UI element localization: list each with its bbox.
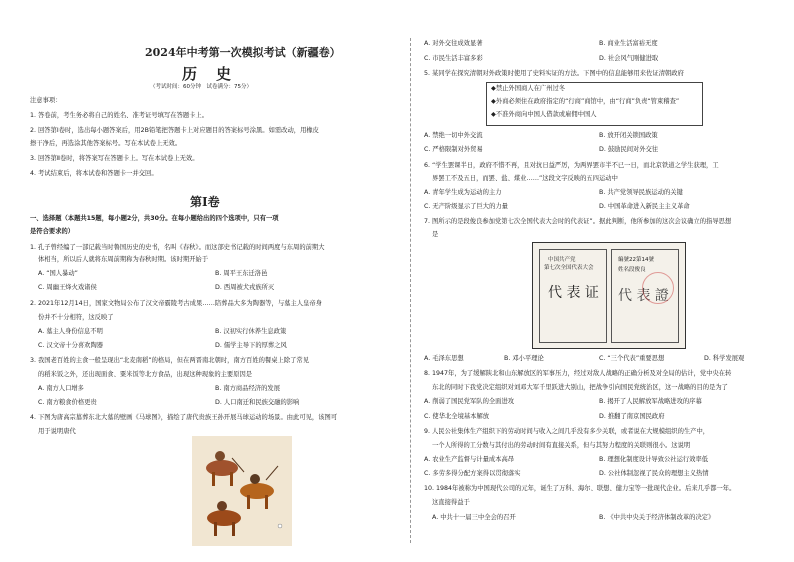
q5-option-c: C. 严格限制对外贸易 xyxy=(424,146,483,153)
q6-option-b: B. 共产党领导民族运动的关键 xyxy=(599,189,683,196)
card-right-panel xyxy=(611,249,679,343)
q4-option-b: B. 商业生活富裕无度 xyxy=(599,40,658,47)
q9-option-b: B. 理想化制度设计导致公社运行效率低 xyxy=(599,456,709,463)
question-7-stem: 是 xyxy=(432,231,439,238)
q5-source-box xyxy=(486,82,703,126)
card-left-big: 代 表 证 xyxy=(548,285,599,301)
q5-source-line: ◆不准外商向中国人借款或雇佣中国人 xyxy=(491,111,597,118)
card-right-line: 姓名段俊良 xyxy=(618,267,646,273)
question-6-stem: 界罢工不及五日，而罢、盐、煤业……”这段文字反映的五四运动中 xyxy=(432,175,618,182)
q5-option-d: D. 鼓励民间对外交往 xyxy=(599,146,659,153)
q1-option-d: D. 西周被犬戎族所灭 xyxy=(215,284,275,291)
q7-option-d: D. 科学发展观 xyxy=(704,355,745,362)
question-4-stem: 用于说明唐代 xyxy=(38,428,76,435)
note-item: 4. 考试结束后，将本试卷和答题卡一并交回。 xyxy=(30,170,158,177)
q4-option-a: A. 对外交往成效显著 xyxy=(424,40,483,47)
q3-option-b: B. 南方商品经济的发展 xyxy=(215,385,280,392)
q8-option-a: A. 削弱了国民党军队的全面进攻 xyxy=(424,398,515,405)
q1-option-c: C. 周幽王烽火戏诸侯 xyxy=(38,284,97,291)
note-item: 擦干净后，再选涂其他答案标号。写在本试卷上无效。 xyxy=(30,140,182,147)
question-3-stem: 3. 我国老百姓的主食一般呈现出“北麦南稻”的格局，但在两晋南北朝时，南方百姓的餐桌上除了常见 xyxy=(30,357,310,364)
question-9-stem: 一个人所得的工分数与其付出的劳动时间有直接关系，但与其努力程度的关联则很小。这说明 xyxy=(432,442,691,449)
card-left-panel xyxy=(539,249,607,343)
section-title: 第Ⅰ卷 xyxy=(190,195,220,209)
question-8-stem: 8. 1947年，为了缓解陕北和山东解放区的军事压力，经过对敌人战略的正确分析及对全局的估计，党中央在转 xyxy=(424,370,732,377)
column-divider xyxy=(410,38,411,543)
card-right-big: 代 表 證 xyxy=(618,288,669,304)
q2-option-d: D. 儒学主导下的厚葬之风 xyxy=(215,342,287,349)
question-10-stem: 10. 1984年被称为中国现代公司的元年，诞生了万科、海尔、联想、健力宝等一批现代企业。后来几乎都一年。 xyxy=(424,485,736,492)
notes-heading: 注意事项： xyxy=(30,97,62,104)
card-left-line: 中国共产党 xyxy=(548,257,576,263)
q2-option-a: A. 墓主人身份信息不明 xyxy=(38,328,103,335)
q2-option-c: C. 汉文帝十分喜欢陶器 xyxy=(38,342,104,349)
seal-stamp xyxy=(642,272,674,304)
question-3-stem: 的稻米饭之外，还出现面食、粟米饭等北方食品，出现这种现象的主要原因是 xyxy=(38,371,253,378)
q10-option-b: B. 《中共中央关于经济体制改革的决定》 xyxy=(599,514,715,521)
q9-option-d: D. 公社体制忽视了民众的理想主义热情 xyxy=(599,470,709,477)
q9-option-a: A. 农业生产监督与计量成本高昂 xyxy=(424,456,515,463)
q5-source-line: ◆禁止外国商人在广州过冬 xyxy=(491,85,566,92)
q7-option-b: B. 邓小平理论 xyxy=(504,355,544,362)
q8-option-b: B. 揭开了人民解放军战略进攻的序幕 xyxy=(599,398,702,405)
q5-option-b: B. 放开闭关锁国政策 xyxy=(599,132,658,139)
q6-option-d: D. 中国革命进入新民主主义革命 xyxy=(599,203,690,210)
q2-option-b: B. 汉初实行休养生息政策 xyxy=(215,328,287,335)
note-item: 2. 回答第Ⅰ卷时，选出每小题答案后，用2B铅笔把答题卡上对应题目的答案标号涂黑。如需改动，用橡皮 xyxy=(30,127,319,134)
q8-option-c: C. 使华北全境基本解放 xyxy=(424,413,490,420)
q3-option-d: D. 人口南迁和民族交融的影响 xyxy=(215,399,300,406)
question-7-stem: 7. 图所示的是段俊良参加党第七次全国代表大会时的代表证”。据此判断，他所参加的这次会议确立的指导思想 xyxy=(424,218,732,225)
subject-title: 历 史 xyxy=(182,65,234,83)
question-1-stem: 体相当，所以后人就将东周前期称为春秋时期。该时期开始于 xyxy=(38,256,209,263)
section-instructions: 是符合要求的） xyxy=(30,228,75,235)
q1-option-b: B. 周平王东迁洛邑 xyxy=(215,270,268,277)
q7-option-c: C. “三个代表”重要思想 xyxy=(599,355,665,362)
question-6-stem: 6. “学生罢课半日，政府不惜不再，且对抗日益严厉，为两界罢市半不已一日，而北京铁道之学生获理，工 xyxy=(424,162,719,169)
question-8-stem: 东北的同时下我党决定组织对刘邓大军千里跃进大别山，把战争引向国民党统治区，这一战略的目的是为了 xyxy=(432,384,728,391)
exam-meta: （考试时间：60分钟 试卷满分：75分） xyxy=(150,84,252,90)
question-9-stem: 9. 人民公社集体生产组织下的劳动时间与收入之间几乎没有多少关联，或者说在大规模组织的生产中， xyxy=(424,428,710,435)
q8-option-d: D. 推翻了南京国民政府 xyxy=(599,413,665,420)
note-item: 3. 回答第Ⅱ卷时，将答案写在答题卡上。写在本试卷上无效。 xyxy=(30,155,199,162)
question-10-stem: 这直接得益于 xyxy=(432,499,470,506)
q4-option-c: C. 市民生活丰富多彩 xyxy=(424,55,483,62)
question-5-stem: 5. 某同学在探究清朝对外政策时使用了史料实证的方法。下图中的信息能够用来佐证清朝政府 xyxy=(424,70,684,77)
delegate-card-image xyxy=(532,242,686,349)
q9-option-c: C. 多劳多得分配方案得以贯彻落实 xyxy=(424,470,521,477)
card-left-line: 第七次全国代表大会 xyxy=(544,265,594,271)
q5-source-line: ◆外商必须住在政府指定的“行商”商馆中，由“行商”负责“管束稽查” xyxy=(491,98,680,105)
q3-option-c: C. 南方粮食价格更贵 xyxy=(38,399,97,406)
exam-title: 2024年中考第一次模拟考试（新疆卷） xyxy=(145,46,341,59)
q4-option-d: D. 社会风气刚健进取 xyxy=(599,55,659,62)
polo-painting-image xyxy=(192,436,292,546)
question-1-stem: 1. 孔子曾经编了一部记载当时鲁国历史的史书，名叫《春秋》。而这部史书记载的时间两度与东周的前期大 xyxy=(30,244,325,251)
q10-option-a: A. 中共十一届三中全会的召开 xyxy=(432,514,516,521)
question-2-stem: 2. 2021年12月14日，国家文物局公布了汉文帝霸陵考古成果……陪葬品大多为陶器等，与墓主人皇帝身 xyxy=(30,300,322,307)
section-instructions: 一、选择题（本题共15题，每小题2分，共30分。在每小题给出的四个选项中，只有一项 xyxy=(30,215,279,222)
q5-option-a: A. 禁绝一切中外交流 xyxy=(424,132,483,139)
q6-option-a: A. 青年学生成为运动的主力 xyxy=(424,189,502,196)
question-4-stem: 4. 下图为唐高宗墓葬东北大墓的壁画《马球图》，描绘了唐代贵族王孙开展马球运动的场景。由此可见，该图可 xyxy=(30,414,338,421)
note-item: 1. 答卷前，考生务必将自己的姓名、准考证号填写在答题卡上。 xyxy=(30,112,209,119)
question-2-stem: 份并不十分相符，这反映了 xyxy=(38,314,114,321)
q3-option-a: A. 南方人口增多 xyxy=(38,385,84,392)
q1-option-a: A. “国人暴动” xyxy=(38,270,78,277)
card-right-line: 編號22第14號 xyxy=(618,257,654,263)
q6-option-c: C. 无产阶级显示了巨大的力量 xyxy=(424,203,508,210)
q7-option-a: A. 毛泽东思想 xyxy=(424,355,464,362)
